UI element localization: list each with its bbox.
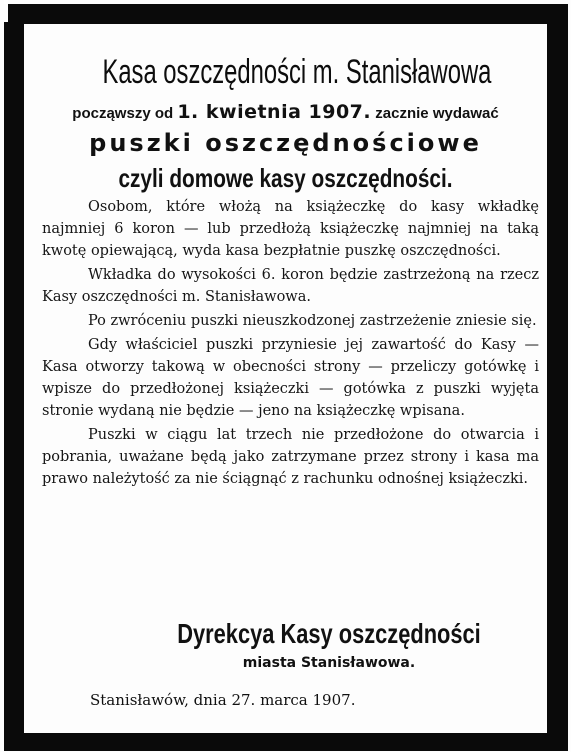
place-and-date: Stanisławów, dnia 27. marca 1907. [90,691,356,709]
signature-city: miasta Stanisławowa. [242,655,416,671]
paragraph-opening: Gdy właściciel puszki przyniesie jej zawartość do Kasy — Kasa otworzy takową w obecności strony — przeliczy gotówkę i wpisze do przedłożonej książeczki — gotówka z puszki wyjęta stronie wydaną nie będzie — jeno na książeczkę wpisana. [42,337,539,419]
paragraph-eligibility: Osobom, które włożą na książeczkę do kasy wkładkę najmniej 6 koron — lub przedłożą książeczkę najmniej na taką kwotę opiewającą, wyda kasa bezpłatnie puszkę oszczędności. [42,199,539,259]
start-date: 1. kwietnia 1907. [177,101,372,123]
headline-savings-boxes: puszki oszczędnościowe [89,129,482,157]
frame-border-right [547,22,568,735]
notice-body [42,196,539,490]
signature-directorate: Dyrekcya Kasy oszczędności [177,618,481,649]
start-date-suffix: zacznie wydawać [371,105,499,122]
paragraph-retention: Puszki w ciągu lat trzech nie przedłożone do otwarcia i pobrania, uważane będą jako zatrzymane przez strony i kasa ma prawo należytość za nie ściągnąć z rachunku odnośnej książeczki. [42,427,539,487]
paragraph-return: Po zwróceniu puszki nieuszkodzonej zastrzeżenie zniesie się. [88,313,537,329]
notice-content [24,24,547,733]
frame-border-left [4,22,24,735]
start-date-prefix: począwszy od [72,105,178,122]
subheadline-home-banks: czyli domowe kasy oszczędności. [118,163,453,193]
notice-title: Kasa oszczędności m. Stanisławowa [102,53,492,91]
start-date-line [24,102,547,124]
paragraph-deposit-reserve: Wkładka do wysokości 6. koron będzie zastrzeżoną na rzecz Kasy oszczędności m. Stanisławowa. [42,267,539,305]
frame-border-top [8,4,568,24]
frame-border-bottom [4,733,568,751]
